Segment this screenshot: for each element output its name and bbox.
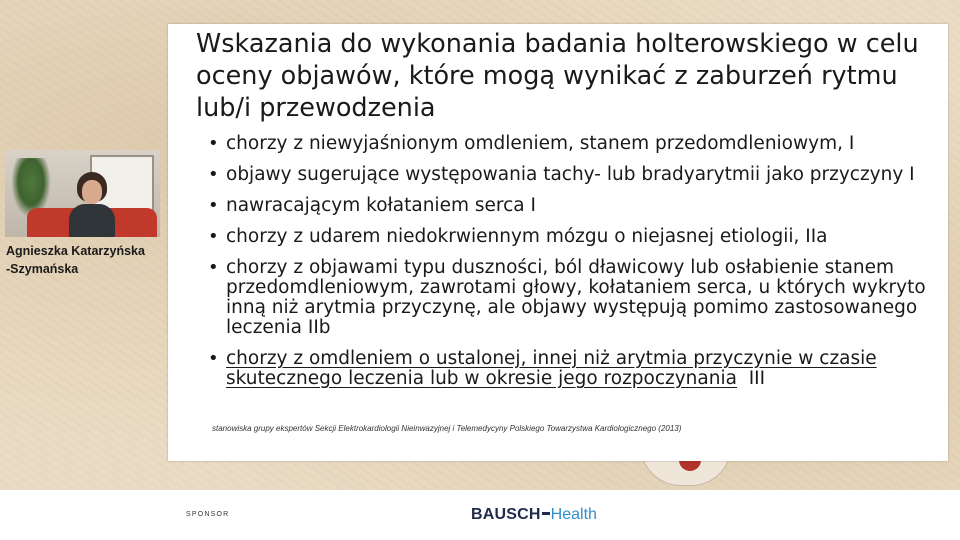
logo-dash-icon bbox=[542, 512, 550, 515]
speaker-video-feed bbox=[5, 150, 160, 237]
speaker-name-line2: -Szymańska bbox=[6, 262, 79, 276]
bullet-item: • chorzy z niewyjaśnionym omdleniem, stanem przedomdleniowym, I bbox=[208, 134, 938, 154]
bullet-item: • objawy sugerujące występowania tachy- lub bradyarytmii jako przyczyny I bbox=[208, 165, 938, 185]
sponsor-label: SPONSOR bbox=[186, 511, 230, 518]
citation-source: stanowiska grupy ekspertów Sekcji Elektrokardiologii Nieinwazyjnej i Telemedycyny Polskiego Towarzystwa Kardiologicznego (2013) bbox=[212, 424, 682, 433]
bullet-class-label: III bbox=[736, 368, 766, 389]
speaker-body bbox=[69, 204, 115, 237]
bullet-item: • chorzy z objawami typu duszności, ból dławicowy lub osłabienie stanem przedomdleniowym, zawrotami głowy, kołataniem serca, u których wykryto inną niż arytmia przyczynę, ale objawy występują pomimo zastosowanego leczenia IIb bbox=[208, 258, 938, 338]
bullet-item-underlined: • chorzy z omdleniem o ustalonej, innej niż arytmia przyczynie w czasie skutecznego leczenia lub w okresie jego rozpoczynania III bbox=[208, 349, 938, 389]
slide-title: Wskazania do wykonania badania holterowskiego w celu oceny objawów, które mogą wynikać z zaburzeń rytmu lub/i przewodzenia bbox=[196, 29, 919, 123]
logo-health-text: Health bbox=[550, 506, 597, 523]
speaker-figure bbox=[67, 172, 115, 237]
slide bbox=[168, 24, 948, 461]
sponsor-footer bbox=[0, 490, 960, 540]
logo-bausch-text: BAUSCH bbox=[471, 506, 541, 523]
bullet-item: • nawracającym kołataniem serca I bbox=[208, 196, 938, 216]
bausch-health-logo bbox=[471, 504, 597, 526]
speaker-face bbox=[82, 180, 102, 204]
speaker-name-line1: Agnieszka Katarzyńska bbox=[6, 244, 145, 258]
bullet-item: • chorzy z udarem niedokrwiennym mózgu o niejasnej etiologii, IIa bbox=[208, 227, 938, 247]
speaker-name-caption bbox=[6, 242, 166, 278]
bullet-list bbox=[208, 134, 938, 400]
